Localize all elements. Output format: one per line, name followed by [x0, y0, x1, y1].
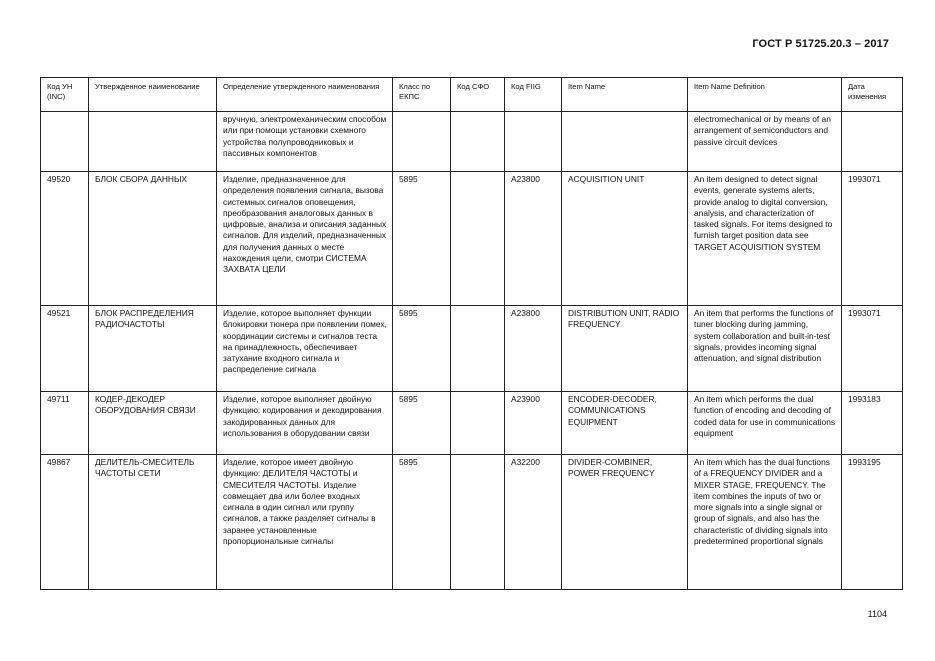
header-cell: Item Name Definition [688, 78, 842, 112]
table-cell: 1993071 [842, 306, 903, 392]
table-cell: 1993183 [842, 392, 903, 455]
table-cell: 1993195 [842, 455, 903, 590]
table-cell [393, 112, 451, 172]
table-cell [451, 172, 505, 306]
table-cell: DIVIDER-COMBINER, POWER FREQUENCY [562, 455, 688, 590]
table-cell: 5895 [393, 172, 451, 306]
table-header [41, 78, 903, 112]
table-cell: A23800 [505, 306, 562, 392]
table-cell: Изделие, которое выполняет двойную функцию: кодирования и декодирования закодированных данных для использования в оборудовании связи [217, 392, 393, 455]
table-cell: Изделие, которое выполняет функции блокировки тюнера при появлении помех, координации системы и сигналов теста на принадлежность, обеспечивает затухание входного сигнала и распределение сигнала [217, 306, 393, 392]
page-number: 1104 [867, 609, 887, 619]
header-cell: Код СФО [451, 78, 505, 112]
table-cell [451, 112, 505, 172]
standard-title: ГОСТ Р 51725.20.3 – 2017 [752, 38, 889, 50]
header-cell: Определение утвержденного наименования [217, 78, 393, 112]
data-table [40, 77, 903, 590]
table-cell: An item which performs the dual function of encoding and decoding of coded data for use in communications equipment [688, 392, 842, 455]
table-cell: A32200 [505, 455, 562, 590]
header-cell: Код FIIG [505, 78, 562, 112]
table-cell: ENCODER-DECODER, COMMUNICATIONS EQUIPMENT [562, 392, 688, 455]
header-cell: Код УН (INC) [41, 78, 89, 112]
table-row [41, 306, 903, 392]
table-cell: Изделие, предназначенное для определения появления сигнала, вызова системных сигналов оповещения, преобразования аналоговых данных в цифровые, анализа и описания заданных сигналов. Для изделий, предназначенных для получения данных о месте нахождения цели, смотри СИСТЕМА ЗАХВАТА ЦЕЛИ [217, 172, 393, 306]
header-cell: Утвержденное наименование [89, 78, 217, 112]
table-cell: КОДЕР-ДЕКОДЕР ОБОРУДОВАНИЯ СВЯЗИ [89, 392, 217, 455]
table-cell: ACQUISITION UNIT [562, 172, 688, 306]
table-cell: electromechanical or by means of an arrangement of semiconductors and passive circuit devices [688, 112, 842, 172]
table-cell: 1993071 [842, 172, 903, 306]
table-cell: ДЕЛИТЕЛЬ-СМЕСИТЕЛЬ ЧАСТОТЫ СЕТИ [89, 455, 217, 590]
table-cell: БЛОК РАСПРЕДЕЛЕНИЯ РАДИОЧАСТОТЫ [89, 306, 217, 392]
table-cell [505, 112, 562, 172]
table-cell [451, 455, 505, 590]
table-row [41, 392, 903, 455]
table-cell: DISTRIBUTION UNIT, RADIO FREQUENCY [562, 306, 688, 392]
header-cell: Класс по ЕКПС [393, 78, 451, 112]
table-cell: An item which has the dual functions of a FREQUENCY DIVIDER and a MIXER STAGE, FREQUENCY. The item combines the inputs of two or more signals into a single signal or group of signals, and also has the characteristic of dividing signals into predetermined proportional signals [688, 455, 842, 590]
table-cell [451, 392, 505, 455]
header-cell: Item Name [562, 78, 688, 112]
table-cell: An item that performs the functions of tuner blocking during jamming, system collaboration and built-in-test signals, provides incoming signal attenuation, and signal distribution [688, 306, 842, 392]
table-row [41, 172, 903, 306]
header-cell: Дата изменения [842, 78, 903, 112]
table-cell [89, 112, 217, 172]
table-cell [451, 306, 505, 392]
table-cell: вручную, электромеханическим способом или при помощи установки схемного устройства полупроводниковых и пассивных компонентов [217, 112, 393, 172]
table-cell [842, 112, 903, 172]
table-cell: 49711 [41, 392, 89, 455]
table-cell: 5895 [393, 455, 451, 590]
table-cell: 5895 [393, 392, 451, 455]
table-cell: БЛОК СБОРА ДАННЫХ [89, 172, 217, 306]
header-row [41, 78, 903, 112]
table-cell: A23800 [505, 172, 562, 306]
table-cell [562, 112, 688, 172]
table-cell: 49520 [41, 172, 89, 306]
table-row [41, 112, 903, 172]
table-cell: 49867 [41, 455, 89, 590]
table-row [41, 455, 903, 590]
table-cell: Изделие, которое имеет двойную функцию: ДЕЛИТЕЛЯ ЧАСТОТЫ и СМЕСИТЕЛЯ ЧАСТОТЫ. Изделие совмещает два или более входных сигнала в один сигнал или группу сигналов, а также разделяет сигналы в заранее установленные пропорциональные сигналы [217, 455, 393, 590]
table-cell: A23900 [505, 392, 562, 455]
table-body [41, 112, 903, 590]
table-cell [41, 112, 89, 172]
table-cell: An item designed to detect signal events, generate systems alerts, provide analog to digital conversion, analysis, and characterization of tasked signals. For items designed to furnish target position data see TARGET ACQUISITION SYSTEM [688, 172, 842, 306]
table-cell: 49521 [41, 306, 89, 392]
table-cell: 5895 [393, 306, 451, 392]
